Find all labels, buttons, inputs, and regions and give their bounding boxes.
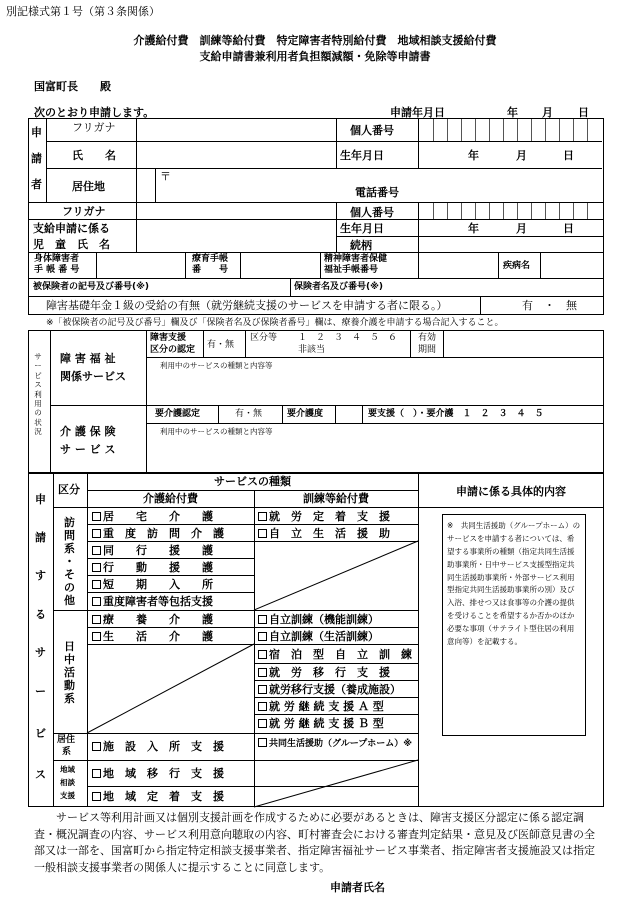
svc-home-care[interactable]: 居 宅 介 護	[92, 510, 213, 524]
usage-side-label: サービス利用の状況	[34, 352, 42, 436]
checkbox[interactable]	[92, 563, 101, 572]
apply-side-3: す	[35, 569, 46, 582]
details-header: 申請に係る具体的内容	[456, 485, 566, 498]
valid-label-2: 期間	[418, 345, 437, 355]
applicant-birth-year: 年	[468, 149, 479, 162]
svc-continued-employment-a[interactable]: 就 労 継 続 支 援 Ａ 型	[258, 700, 384, 714]
cat-visit-2: 問	[64, 529, 75, 542]
diagonal-community	[254, 760, 418, 807]
svc-short-stay[interactable]: 短 期 入 所	[92, 578, 213, 592]
support-level-label-2: 区分の認定	[150, 345, 196, 355]
training-header: 訓練等給付費	[303, 492, 369, 505]
cat-day-5: 系	[64, 692, 75, 705]
cat-residence-2: 系	[62, 747, 72, 757]
svc-group-home[interactable]: 共同生活援助（グループホーム）※	[258, 738, 412, 750]
checkbox[interactable]	[92, 792, 101, 801]
cat-visit-4: ・	[64, 555, 75, 568]
checkbox[interactable]	[92, 769, 101, 778]
applicant-side-label-1: 申	[31, 126, 42, 139]
physical-handbook-label-2: 手 帳 番 号	[34, 265, 80, 275]
physical-handbook-label-1: 身体障害者	[34, 254, 80, 264]
svc-life-training[interactable]: 自立訓練（生活訓練）	[258, 630, 379, 644]
valid-label-1: 有効	[418, 333, 437, 343]
apply-side-5: サ	[35, 646, 46, 659]
cat-visit-3: 系	[64, 542, 75, 555]
postal-mark: 〒	[160, 170, 171, 183]
title-line-2: 支給申請書兼利用者負担額減額・免除等申請書	[199, 50, 431, 63]
care-degree-label: 要介護度	[287, 409, 324, 419]
cat-day-1: 日	[64, 640, 75, 653]
applicant-side-label-3: 者	[31, 178, 42, 191]
child-name-label-2: 児 童 氏 名	[33, 238, 110, 251]
applicant-birthdate-label: 生年月日	[340, 149, 384, 162]
svc-community-settlement[interactable]: 地 域 定 着 支 援	[92, 790, 224, 804]
diagonal-visit-training	[254, 541, 418, 610]
insurer-name-label: 保険者名及び番号(※)	[294, 282, 383, 292]
svc-medical-care[interactable]: 療 養 介 護	[92, 613, 213, 627]
care-header: 介護給付費	[143, 492, 198, 505]
relation-label: 続柄	[350, 239, 372, 252]
cat-visit-1: 訪	[64, 516, 75, 529]
applicant-my-number-label: 個人番号	[350, 124, 394, 137]
checkbox[interactable]	[258, 668, 267, 677]
cat-day-2: 中	[64, 653, 75, 666]
apply-side-4: る	[35, 608, 46, 621]
care-yes-no: 有・無	[235, 409, 263, 419]
form-id: 別記様式第１号（第３条関係）	[6, 5, 160, 18]
group-home-note: ※ 共同生活援助（グループホーム）のサービスを申請する者については、希望する事業所の種類（指定共同生活援助事業所・日中サービス支援型指定共同生活援助事業所・外部サービス利用型指定共同生活援助事業所の別）及び入浴、排せつ又は食事等の介護の提供を受けることを希望するか否かのほか必要な事項（サテライト型住居の利用意向等）を記載する。	[447, 521, 581, 647]
child-furigana-label: フリガナ	[62, 205, 106, 218]
svc-facility-admission[interactable]: 施 設 入 所 支 援	[92, 740, 224, 754]
svc-comprehensive-support[interactable]: 重度障害者等包括支援	[92, 595, 213, 609]
apply-month: 月	[542, 106, 553, 119]
pension-text: 障害基礎年金１級の受給の有無（就労継続支援のサービスを申請する者に限る。）	[46, 299, 448, 312]
rehab-handbook-label-1: 療育手帳	[192, 254, 229, 264]
checkbox[interactable]	[92, 597, 101, 606]
not-applicable: 非該当	[298, 345, 326, 355]
diagonal-day-care	[87, 644, 254, 733]
svc-employment-retention[interactable]: 就 労 定 着 支 援	[258, 510, 390, 524]
apply-side-7: ビ	[35, 727, 46, 740]
svc-life-care[interactable]: 生 活 介 護	[92, 630, 213, 644]
checkbox[interactable]	[92, 546, 101, 555]
child-birth-day: 日	[563, 222, 574, 235]
apply-date-label: 申請年月日	[390, 106, 445, 119]
addressee: 国富町長 殿	[34, 80, 111, 93]
svc-severe-visit-care[interactable]: 重 度 訪 問 介 護	[92, 527, 224, 541]
checkbox[interactable]	[258, 632, 267, 641]
cat-community-1: 地域	[60, 765, 75, 774]
support-level-label-1: 障害支援	[150, 333, 187, 343]
apply-year: 年	[507, 106, 518, 119]
applicant-address-label: 居住地	[72, 180, 105, 193]
svc-independent-living[interactable]: 自 立 生 活 援 助	[258, 527, 390, 541]
checkbox[interactable]	[258, 512, 267, 521]
svc-behavior-support[interactable]: 行 動 援 護	[92, 561, 213, 575]
rehab-handbook-label-2: 番 号	[192, 265, 229, 275]
apply-side-6: ー	[35, 685, 46, 698]
cat-visit-7: 他	[64, 594, 75, 607]
phone-label: 電話番号	[355, 186, 399, 199]
checkbox[interactable]	[258, 702, 267, 711]
disability-label-2: 関係サービス	[60, 370, 126, 383]
insurance-label-2: サ ー ビ ス	[60, 443, 116, 456]
signature-label: 申請者氏名	[330, 881, 385, 894]
applicant-name-label: 氏 名	[72, 149, 116, 162]
svc-residential-training[interactable]: 宿 泊 型 自 立 訓 練	[258, 648, 412, 662]
disability-label-1: 障 害 福 祉	[60, 352, 116, 365]
cat-visit-5: そ	[64, 568, 75, 581]
checkbox[interactable]	[92, 529, 101, 538]
insured-number-label: 被保険者の記号及び番号(※)	[33, 282, 149, 292]
svc-continued-employment-b[interactable]: 就 労 継 続 支 援 Ｂ 型	[258, 717, 384, 731]
applicant-side-label-2: 請	[31, 152, 42, 165]
applicant-birth-day: 日	[563, 149, 574, 162]
child-name-label-1: 支給申請に係る	[33, 222, 110, 235]
note-text: ※「被保険者の記号及び番号」欄及び「保険者名及び保険者番号」欄は、療養介護を申請する場合記入すること。	[46, 318, 504, 328]
checkbox[interactable]	[258, 650, 267, 659]
checkbox[interactable]	[92, 632, 101, 641]
child-birth-year: 年	[468, 222, 479, 235]
svc-community-transition[interactable]: 地 域 移 行 支 援	[92, 767, 224, 781]
apply-side-8: ス	[35, 768, 46, 781]
cat-visit-6: の	[64, 581, 75, 594]
cat-residence-1: 居住	[57, 735, 76, 745]
svc-employment-transition[interactable]: 就 労 移 行 支 援	[258, 666, 390, 680]
consent-text: サービス等利用計画又は個別支援計画を作成するために必要があるときは、障害支援区分認定に係る認定調査・概況調査の内容、サービス利用意向聴取の内容、町村審査会における審査判定結果・意見及び医師意見書の全部又は一部を、国富町から指定特定相談支援事業者、指定障害福祉サービス事業者、指定障害者支援施設又は指定一般相談支援事業者の関係人に提示することに同意します。	[34, 811, 595, 874]
svc-functional-training[interactable]: 自立訓練（機能訓練）	[258, 613, 379, 627]
checkbox[interactable]	[258, 719, 267, 728]
applicant-furigana-label: フリガナ	[72, 121, 116, 134]
intro-text: 次のとおり申請します。	[34, 106, 155, 119]
current-insurance-services: 利用中のサービスの種類と内容等	[160, 427, 273, 436]
apply-day: 日	[578, 106, 589, 119]
child-my-number-label: 個人番号	[350, 206, 394, 219]
types-header: サービスの種類	[214, 475, 291, 488]
level-label: 区分等	[250, 333, 278, 343]
support-yes-no: 有・無	[207, 340, 235, 350]
child-birthdate-label: 生年月日	[340, 222, 384, 235]
disease-label: 疾病名	[503, 261, 531, 271]
kubun-label: 区分	[58, 483, 80, 496]
cat-day-4: 動	[64, 679, 75, 692]
cat-community-3: 支援	[60, 791, 75, 800]
care-levels: 要支援（ ）・要介護 １ ２ ３ ４ ５	[368, 409, 544, 419]
checkbox[interactable]	[258, 615, 267, 624]
cat-day-3: 活	[64, 666, 75, 679]
apply-side-1: 申	[35, 493, 46, 506]
insurance-label-1: 介 護 保 険	[60, 425, 116, 438]
cat-community-2: 相談	[60, 778, 75, 787]
levels-list: １ ２ ３ ４ ５ ６	[298, 333, 398, 343]
checkbox[interactable]	[92, 512, 101, 521]
apply-side-2: 請	[35, 531, 46, 544]
current-disability-services: 利用中のサービスの種類と内容等	[160, 361, 273, 370]
pension-yes-no: 有 ・ 無	[522, 299, 577, 312]
mental-handbook-label-1: 精神障害者保健	[324, 254, 388, 264]
title-line-1: 介護給付費 訓練等給付費 特定障害者特別給付費 地域相談支援給付費	[133, 34, 497, 47]
care-cert-label: 要介護認定	[155, 409, 201, 419]
checkbox[interactable]	[258, 685, 267, 694]
checkbox[interactable]	[92, 615, 101, 624]
checkbox[interactable]	[92, 742, 101, 751]
checkbox[interactable]	[258, 529, 267, 538]
svc-employment-transition-school[interactable]: 就労移行支援（養成施設）	[258, 683, 401, 697]
svc-accompany[interactable]: 同 行 援 護	[92, 544, 213, 558]
applicant-birth-month: 月	[516, 149, 527, 162]
checkbox[interactable]	[92, 580, 101, 589]
checkbox[interactable]	[258, 738, 267, 747]
child-birth-month: 月	[516, 222, 527, 235]
mental-handbook-label-2: 福祉手帳番号	[324, 265, 379, 275]
